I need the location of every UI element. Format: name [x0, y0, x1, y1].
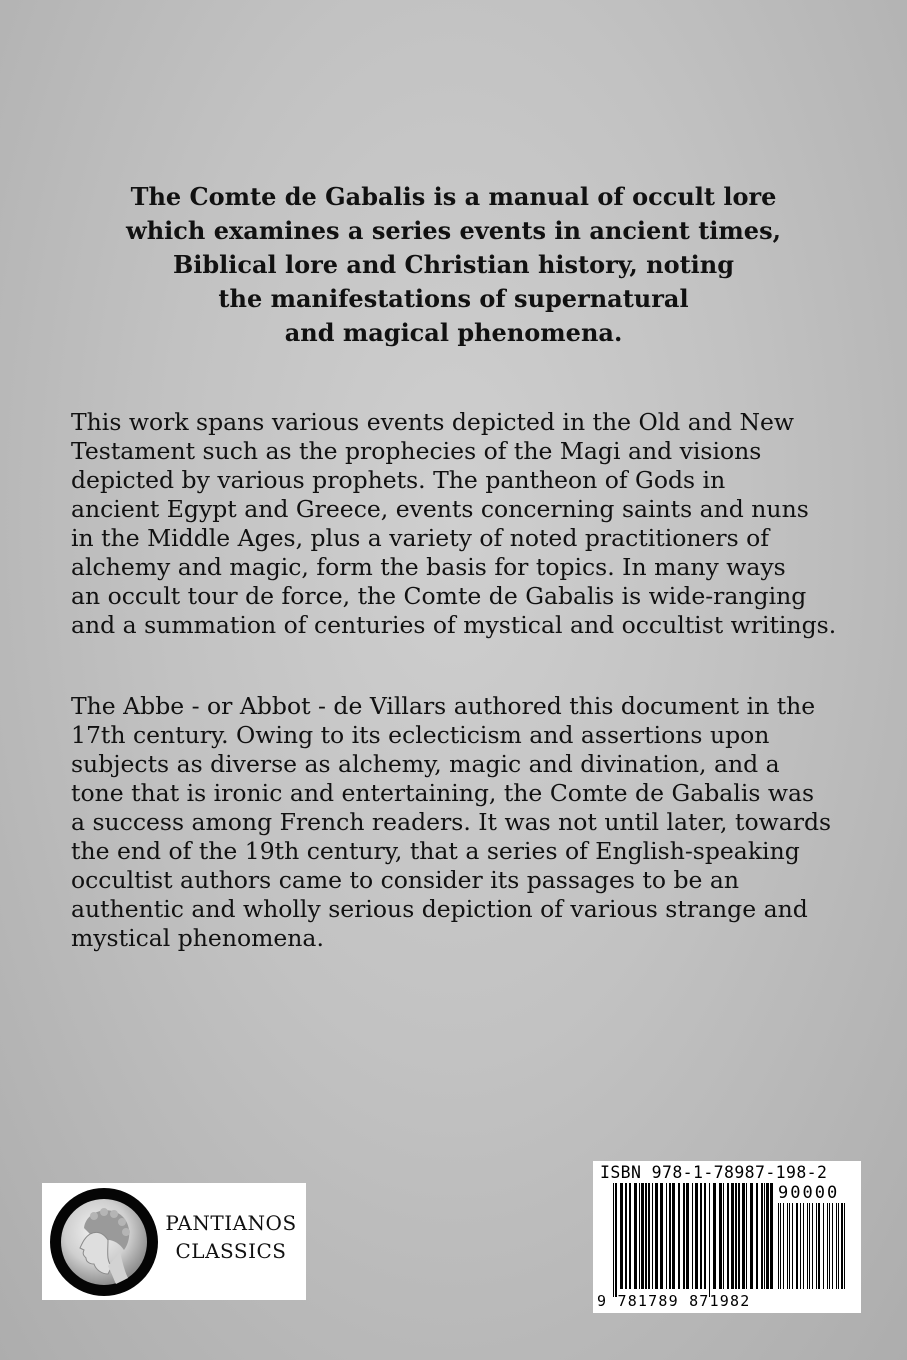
blurb-line: Biblical lore and Christian history, noting — [172, 250, 735, 279]
barcode-bar — [841, 1203, 843, 1289]
barcode-bar — [778, 1203, 779, 1289]
barcode-bar — [692, 1183, 693, 1289]
barcode-bar — [695, 1183, 698, 1289]
barcode-bar — [704, 1183, 706, 1289]
blurb-line: the manifestations of supernatural — [218, 284, 689, 313]
barcode-bar — [625, 1183, 627, 1289]
barcode-bar — [812, 1203, 813, 1289]
barcode-bar — [756, 1183, 758, 1289]
barcode-bar — [645, 1183, 647, 1289]
paragraph-line: Testament such as the prophecies of the Magi and visions — [71, 437, 762, 465]
barcode-bar — [796, 1203, 798, 1289]
barcode-bar — [634, 1183, 637, 1289]
publisher-name-line2: CLASSICS — [175, 1239, 287, 1263]
barcode-bar — [838, 1203, 839, 1289]
barcode-bar — [713, 1183, 716, 1289]
barcode-bar — [829, 1203, 830, 1289]
ean-barcode-bars — [613, 1183, 773, 1297]
barcode-digits: 9 781789 871982 — [597, 1292, 751, 1310]
barcode-bar — [807, 1203, 808, 1289]
publisher-logo — [42, 1183, 306, 1300]
barcode-bar — [832, 1203, 833, 1289]
price-code: 90000 — [778, 1183, 840, 1203]
barcode-bar — [750, 1183, 753, 1289]
paragraph-line: occultist authors came to consider its passages to be an — [71, 866, 740, 894]
barcode-bar — [770, 1183, 773, 1289]
description-paragraph-2 — [71, 692, 861, 953]
barcode-bar — [836, 1203, 837, 1289]
barcode-bar — [742, 1183, 745, 1289]
barcode-bar — [816, 1203, 817, 1289]
barcode-bar — [827, 1203, 828, 1289]
description-paragraph-1 — [71, 408, 861, 640]
barcode-bar — [613, 1183, 614, 1297]
barcode-bar — [792, 1203, 793, 1289]
barcode-bar — [700, 1183, 702, 1289]
blurb-line: The Comte de Gabalis is a manual of occult lore — [130, 182, 777, 211]
isbn-barcode — [593, 1161, 861, 1313]
barcode-bar — [761, 1183, 763, 1289]
barcode-bar — [731, 1183, 734, 1289]
barcode-bar — [787, 1203, 788, 1289]
barcode-bar — [629, 1183, 631, 1289]
barcode-bar — [746, 1183, 747, 1289]
paragraph-line: subjects as diverse as alchemy, magic and divination, and a — [71, 750, 780, 778]
barcode-bar — [727, 1183, 729, 1289]
barcode-bar — [686, 1183, 689, 1289]
paragraph-line: mystical phenomena. — [71, 924, 324, 952]
paragraph-line: This work spans various events depicted in the Old and New — [71, 408, 795, 436]
barcode-bar — [764, 1183, 765, 1289]
barcode-bar — [655, 1183, 658, 1289]
barcode-bar — [735, 1183, 737, 1289]
barcode-bar — [641, 1183, 644, 1289]
barcode-bar — [672, 1183, 675, 1289]
paragraph-line: 17th century. Owing to its eclecticism and assertions upon — [71, 721, 770, 749]
cover-blurb — [70, 180, 837, 350]
publisher-name-line1: PANTIANOS — [165, 1211, 297, 1235]
paragraph-line: ancient Egypt and Greece, events concerning saints and nuns — [71, 495, 809, 523]
barcode-bar — [780, 1203, 781, 1289]
barcode-bar — [723, 1183, 724, 1289]
barcode-bar — [639, 1183, 640, 1289]
barcode-bar — [823, 1203, 824, 1289]
paragraph-line: and a summation of centuries of mystical and occultist writings. — [71, 611, 837, 639]
barcode-bar — [818, 1203, 820, 1289]
barcode-bar — [844, 1203, 845, 1289]
barcode-bar — [678, 1183, 680, 1289]
paragraph-line: the end of the 19th century, that a series of English-speaking — [71, 837, 800, 865]
barcode-bar — [652, 1183, 653, 1289]
barcode-bar — [789, 1203, 790, 1289]
paragraph-line: depicted by various prophets. The pantheon of Gods in — [71, 466, 726, 494]
isbn-label: ISBN 978-1-78987-198-2 — [600, 1163, 828, 1182]
blurb-line: which examines a series events in ancient times, — [126, 216, 781, 245]
blurb-line: and magical phenomena. — [284, 318, 623, 347]
barcode-bar — [669, 1183, 671, 1289]
barcode-bar — [666, 1183, 667, 1289]
paragraph-line: a success among French readers. It was not until later, towards — [71, 808, 832, 836]
paragraph-line: authentic and wholly serious depiction of various strange and — [71, 895, 808, 923]
barcode-bar — [803, 1203, 804, 1289]
barcode-bar — [738, 1183, 740, 1289]
barcode-bar — [783, 1203, 784, 1289]
barcode-bar — [615, 1183, 617, 1297]
barcode-bar — [660, 1183, 663, 1289]
barcode-bar — [620, 1183, 623, 1289]
paragraph-line: tone that is ironic and entertaining, the Comte de Gabalis was — [71, 779, 815, 807]
paragraph-line: in the Middle Ages, plus a variety of noted practitioners of — [71, 524, 770, 552]
barcode-bar — [683, 1183, 685, 1289]
barcode-bar — [800, 1203, 801, 1289]
paragraph-line: an occult tour de force, the Comte de Gabalis is wide-ranging — [71, 582, 807, 610]
barcode-bar — [766, 1183, 769, 1289]
barcode-bar — [709, 1183, 710, 1297]
classical-profile-medallion-icon — [50, 1188, 158, 1296]
price-addon-bars — [778, 1203, 848, 1297]
barcode-bar — [648, 1183, 650, 1289]
paragraph-line: The Abbe - or Abbot - de Villars authored this document in the — [71, 692, 816, 720]
barcode-bar — [719, 1183, 722, 1289]
barcode-bar — [809, 1203, 810, 1289]
paragraph-line: alchemy and magic, form the basis for topics. In many ways — [71, 553, 786, 581]
